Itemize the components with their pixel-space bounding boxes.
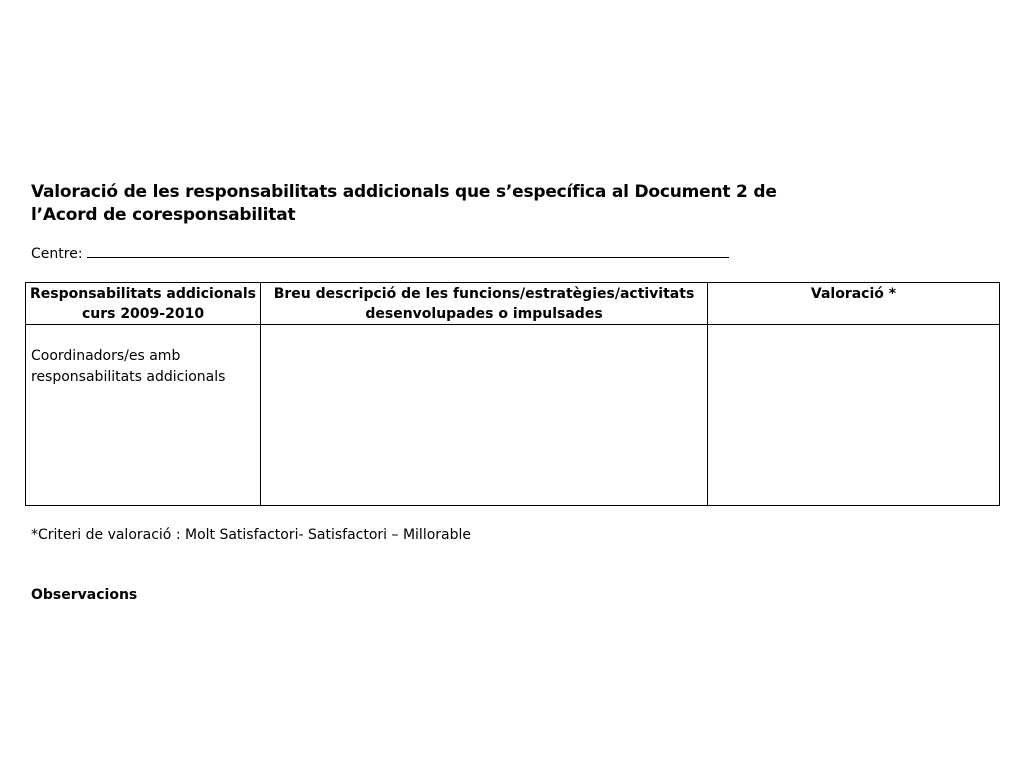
cell-valoracio[interactable] (708, 325, 1000, 506)
document-title: Valoració de les responsabilitats addicionals que s’específica al Document 2 de l’Acord de coresponsabilitat (31, 182, 777, 225)
centre-field (31, 244, 729, 263)
evaluation-table (25, 282, 1000, 506)
cell-valoracio-text (708, 325, 999, 346)
cell-responsabilitat-text: Coordinadors/es amb responsabilitats addicionals (31, 348, 226, 385)
table-header-row (26, 283, 1000, 325)
observations-heading: Observacions (31, 587, 138, 603)
centre-label: Centre: (31, 246, 83, 262)
cell-responsabilitat (26, 325, 261, 506)
centre-blank-line[interactable] (87, 244, 729, 258)
header-valoracio: Valoració * (708, 283, 1000, 325)
header-descripcio: Breu descripció de les funcions/estratègies/activitats desenvolupades o impulsades (261, 283, 708, 325)
cell-descripcio[interactable] (261, 325, 708, 506)
cell-descripcio-text (261, 325, 707, 346)
criteria-note: *Criteri de valoració : Molt Satisfactori- Satisfactori – Millorable (31, 527, 471, 543)
header-responsabilitats: Responsabilitats addicionals curs 2009-2010 (26, 283, 261, 325)
table-row (26, 325, 1000, 506)
